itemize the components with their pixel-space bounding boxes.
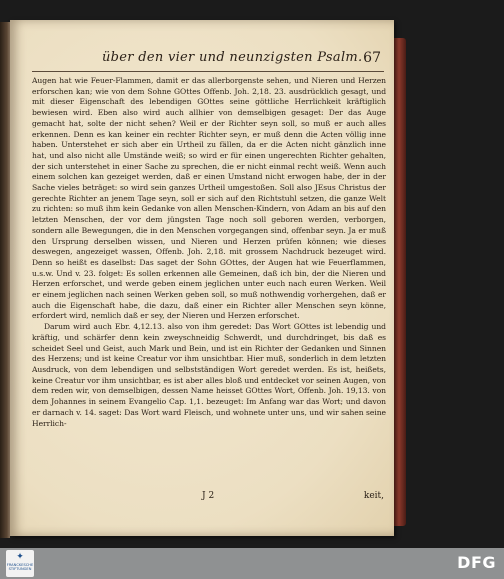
- book-edge: [0, 22, 10, 538]
- viewer-footer-bar: [0, 548, 504, 579]
- signature-mark: J 2: [202, 491, 215, 501]
- library-logo[interactable]: [6, 550, 34, 577]
- book-page: [10, 20, 394, 536]
- paragraph: Augen hat wie Feuer-Flammen, damit er das allerborgenste sehen, und Nieren und Herzen erforschen kan; wie von dem Sohne GOttes Offenb. Joh. 2,18. 23. ausdrücklich gesagt, und mit dieser Eigenschaft des lebendigen GOttes seine göttliche Herrlichkeit kräftiglich bewiesen wird. Eben also wird auch allhier von demselbigen gesaget: Der das Auge gemacht hat, solte der nicht sehen? Weil er der Richter seyn soll, so muß er auch alles erkennen. Denn es kan keiner ein rechter Richter seyn, er muß denn die Acten völlig inne haben. Unterstehet er sich aber ein Urtheil zu fällen, da er die Acten nicht gänzlich inne hat, und also nicht alle Umstände weiß; so wird er für einen ungerechten Richter gehalten, der sich unterstehet in einer Sache zu sprechen, die er nicht einmal recht weiß. Wenn auch einem solchen kan gezeiget werden, daß er einen Umstand nicht erwogen habe, der in der Sache vieles beträget: so wird sein ganzes Urtheil umgestoßen. Soll also JEsus Christus der gerechte Richter an jenem Tage seyn, soll er sich auf den Richtstuhl setzen, die ganze Welt zu richten: so muß ihm kein Gedanke von allen Menschen-Kindern, von Adam an bis auf den letzten Menschen, der vor dem jüngsten Tage noch soll geboren werden, verborgen, sondern alle Bewegungen, die in den Menschen vorgegangen sind, offenbar seyn. Ja er muß den Ursprung derselben wissen, und Nieren und Herzen prüfen können; wie dieses deswegen, angezeiget wassen, Offenb. Joh. 2,18. mit grossem Nachdruck bezeuget wird. Denn so heißt es daselbst: Das saget der Sohn GOttes, der Augen hat wie Feuerflammen, u.s.w. Und v. 23. folget: Es sollen erkennen alle Gemeinen, daß ich bin, der die Nieren und Herzen erforschet, und werde geben einem jeglichen unter euch nach euren Werken. Weil er einem jeglichen nach seinen Werken geben soll, so muß nothwendig vorhergehen, daß er auch die Eigenschaft habe, die dazu, daß einer ein Richter aller Menschen seyn könne, erfordert wird, nemlich daß er sey, der Nieren und Herzen erforschet.: [32, 76, 386, 321]
- page-footer: [32, 491, 386, 505]
- page-body: [32, 76, 386, 429]
- catchword: keit,: [363, 491, 384, 501]
- page-number: 67: [363, 50, 381, 66]
- running-head: über den vier und neunzigsten Psalm.: [102, 50, 363, 65]
- book-cover-edge: [392, 38, 406, 526]
- library-logo-text: FRANCKESCHE STIFTUNGEN: [6, 563, 34, 571]
- dfg-logo[interactable]: DFG: [457, 553, 496, 572]
- page-header: [32, 50, 387, 68]
- paragraph: Darum wird auch Ebr. 4,12.13. also von ihm geredet: Das Wort GOttes ist lebendig und kräftig, und schärfer denn kein zweyschneidig Schwerdt, und durchdringet, bis daß es scheidet Seel und Geist, auch Mark und Bein, und ist ein Richter der Gedanken und Sinnen des Herzens; und ist keine Creatur vor ihm unsichtbar. Hier muß, sonderlich in dem letzten Ausdruck, von dem lebendigen und selbstständigen Wort geredet werden. Es ist, heißets, keine Creatur vor ihm unsichtbar, es ist aber alles bloß und entdecket vor seinen Augen, von dem reden wir, von demselbigen, dessen Name heisset GOttes Wort, Offenb. Joh. 19,13. von dem Johannes in seinem Evangelio Cap. 1,1. bezeuget: Im Anfang war das Wort; und davon er darnach v. 14. saget: Das Wort ward Fleisch, und wohnete unter uns, und wir sahen seine Herrlich-: [32, 322, 386, 428]
- header-rule: [32, 71, 384, 72]
- library-logo-icon: ✦: [16, 552, 24, 562]
